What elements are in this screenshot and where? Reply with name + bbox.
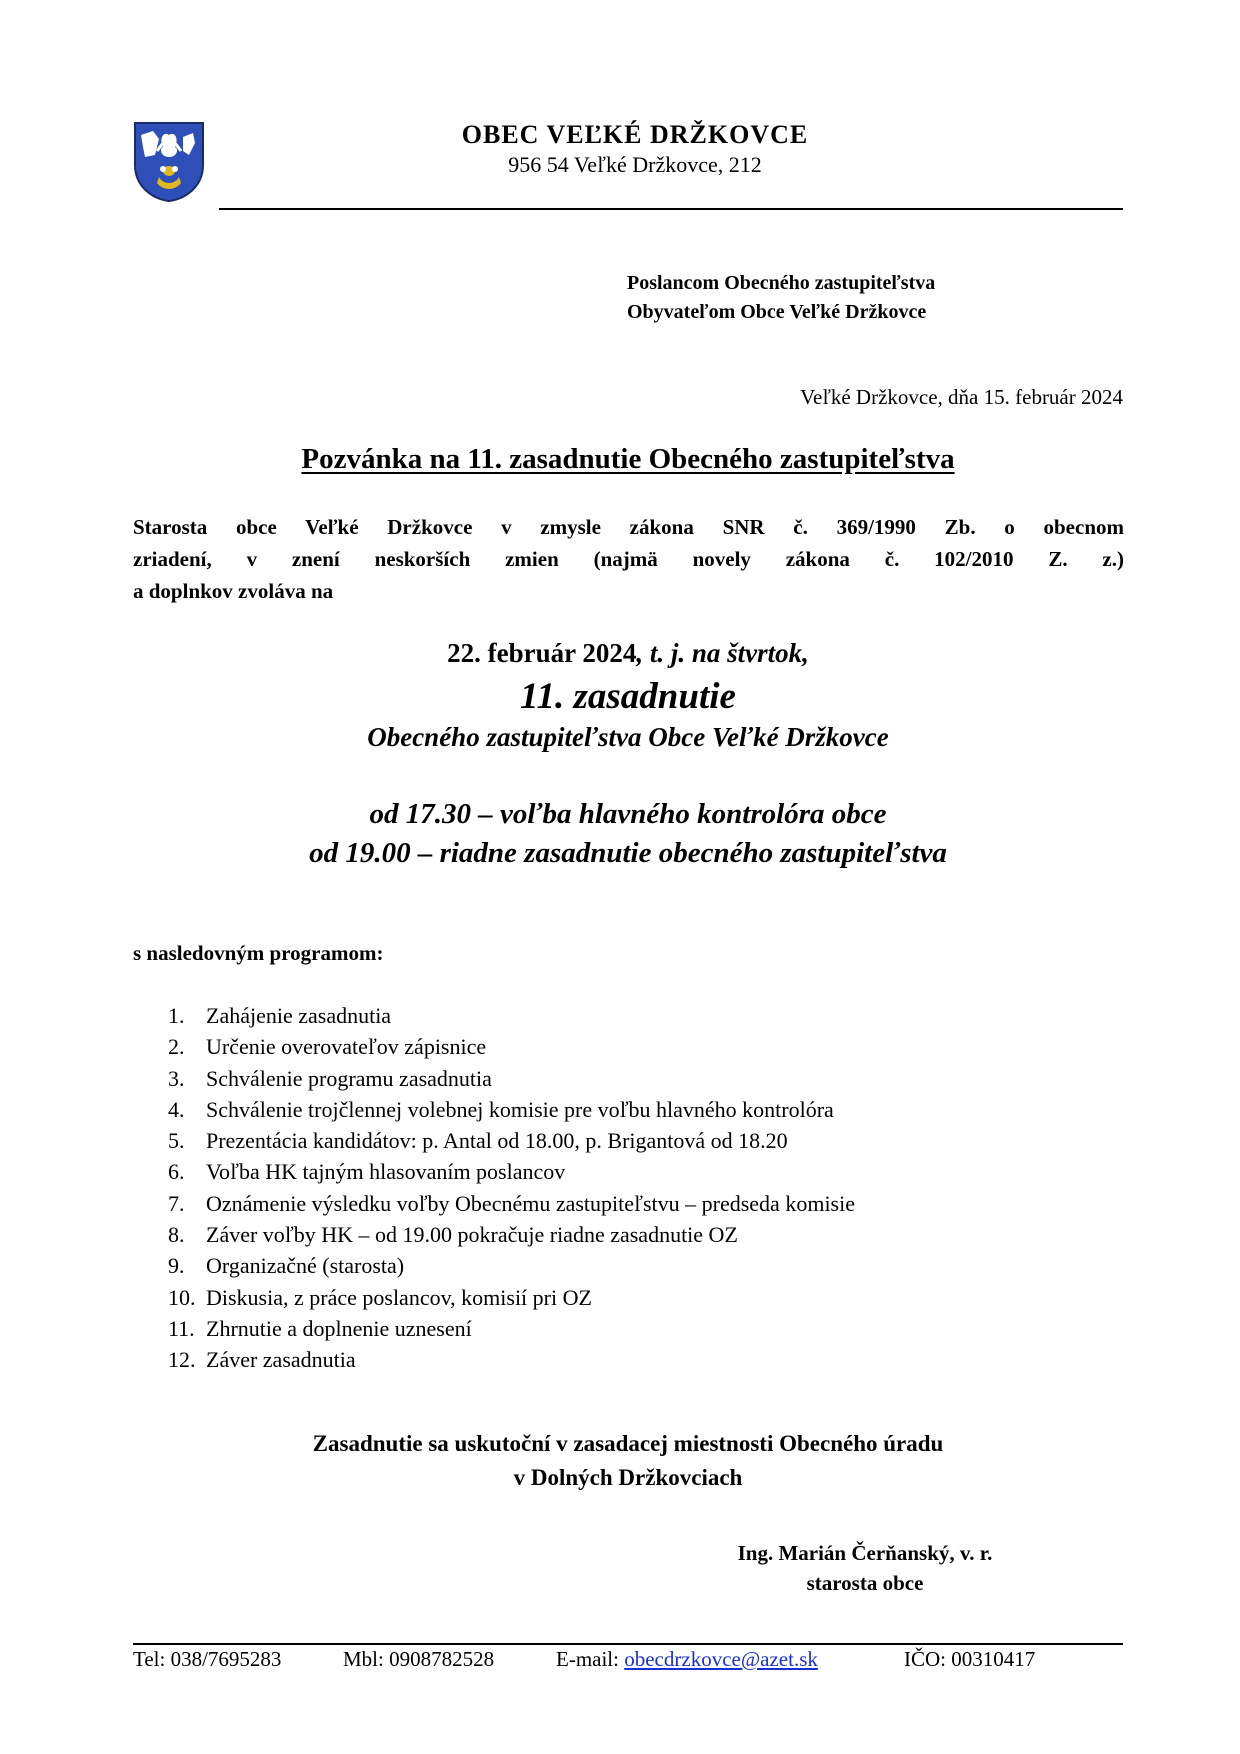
recipient-line: Obyvateľom Obce Veľké Držkovce [627,301,927,323]
signature-name: Ing. Marián Čerňanský, v. r. [737,1541,993,1565]
list-item: 9. Organizačné (starosta) [168,1253,405,1279]
list-item: 10. Diskusia, z práce poslancov, komisií pri OZ [168,1284,592,1310]
list-item: 7. Oznámenie výsledku voľby Obecnému zastupiteľstvu – predseda komisie [168,1190,855,1216]
footer-mobile: Mbl: 0908782528 [343,1647,495,1671]
list-item: 12. Záver zasadnutia [168,1347,356,1373]
recipient-line: Poslancom Obecného zastupiteľstva [627,272,936,294]
footer-ico: IČO: 00310417 [904,1647,1036,1671]
meeting-time-election: od 17.30 – voľba hlavného kontrolóra obce [369,798,887,830]
meeting-body: Obecného zastupiteľstva Obce Veľké Držkovce [367,722,889,752]
meeting-time-regular: od 19.00 – riadne zasadnutie obecného zastupiteľstva [309,837,947,869]
meeting-place [0,1427,1240,1495]
signature-role: starosta obce [806,1571,924,1595]
document-date: Veľké Držkovce, dňa 15. február 2024 [800,385,1123,409]
list-item: 6. Voľba HK tajným hlasovaním poslancov [168,1159,566,1185]
list-item: 5. Prezentácia kandidátov: p. Antal od 18.00, p. Brigantová od 18.20 [168,1128,788,1154]
intro-line: Starosta obce Veľké Držkovce v zmysle zákona SNR č. 369/1990 Zb. o obecnom [133,515,1124,539]
list-item: 1. Zahájenie zasadnutia [168,1003,392,1028]
list-item: 2. Určenie overovateľov zápisnice [168,1034,487,1060]
footer-phone: Tel: 038/7695283 [133,1647,282,1671]
document-title: Pozvánka na 11. zasadnutie Obecného zastupiteľstva [301,443,955,475]
intro-line: zriadení, v znení neskorších zmien (najmä novely zákona č. 102/2010 Z. z.) [133,547,1124,571]
intro-line: a doplnkov zvoláva na [133,579,334,603]
list-item: 4. Schválenie trojčlennej volebnej komisie pre voľbu hlavného kontrolóra [168,1096,834,1122]
meeting-day: , t. j. na štvrtok, [636,638,809,668]
header-divider [219,208,1123,210]
meeting-place-line: Zasadnutie sa uskutoční v zasadacej miestnosti Obecného úradu [312,1431,944,1456]
organization-address: 956 54 Veľké Držkovce, 212 [508,152,762,177]
agenda-list [168,1000,855,1376]
meeting-date [0,638,1240,669]
signature-block [700,1538,1030,1598]
footer-email: E-mail: obecdrzkovce@azet.sk [556,1647,818,1671]
organization-name: OBEC VEĽKÉ DRŽKOVCE [461,120,809,149]
intro-paragraph [133,511,1124,607]
meeting-date-value: 22. február 2024 [447,638,637,668]
email-link[interactable]: obecdrzkovce@azet.sk [624,1647,818,1671]
meeting-place-line: v Dolných Držkovciach [513,1465,743,1490]
meeting-number: 11. zasadnutie [520,676,736,717]
list-item: 11. Zhrnutie a doplnenie uznesení [168,1315,472,1341]
list-item: 8. Záver voľby HK – od 19.00 pokračuje riadne zasadnutie OZ [168,1222,738,1248]
list-item: 3. Schválenie programu zasadnutia [168,1065,492,1091]
footer-divider [133,1643,1123,1645]
footer [133,1647,1123,1672]
program-label: s nasledovným programom: [133,941,384,965]
